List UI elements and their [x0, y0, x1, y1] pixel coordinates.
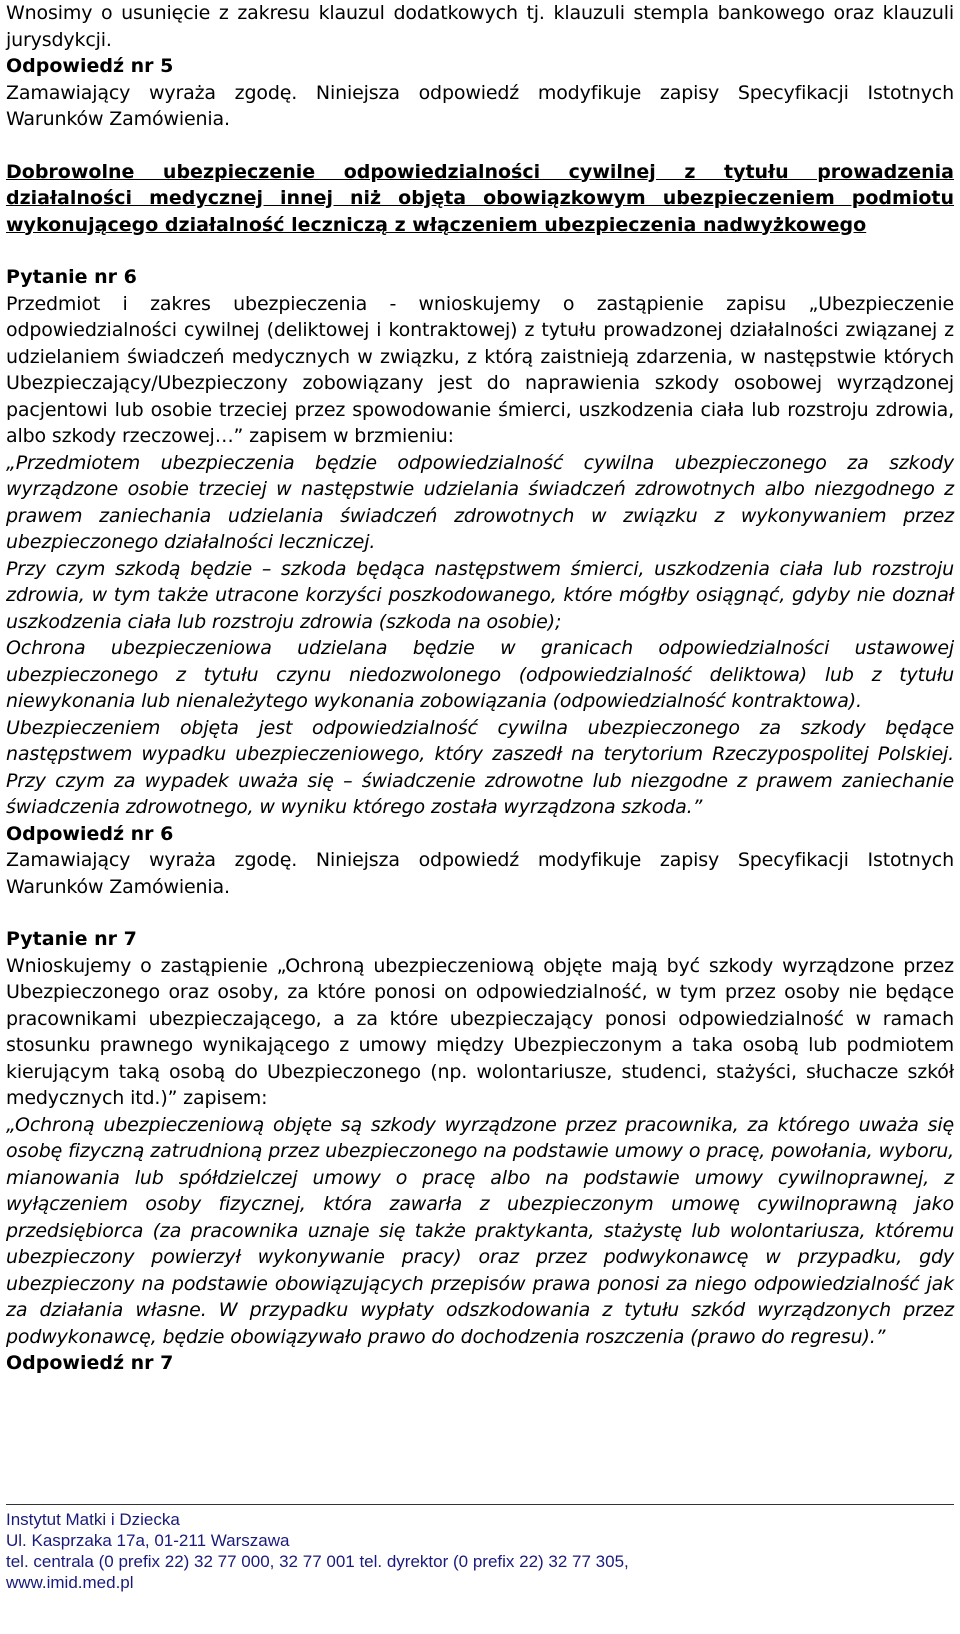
question-6-quote-3: Ochrona ubezpieczeniowa udzielana będzie w granicach odpowiedzialności ustawowej ubezpieczonego z tytułu czynu niedozwolonego (odpowiedzialność deliktowa) lub z tytułu niewykonania lub nienależytego wykonania zobowiązania (odpowiedzialność kontraktowa). [6, 637, 954, 712]
footer-address: Ul. Kasprzaka 17a, 01-211 Warszawa [6, 1531, 290, 1550]
question-6-heading: Pytanie nr 6 [6, 266, 137, 288]
page-footer [6, 1504, 954, 1593]
question-6-text: Przedmiot i zakres ubezpieczenia - wnioskujemy o zastąpienie zapisu „Ubezpieczenie odpowiedzialności cywilnej (deliktowej i kontraktowej) z tytułu prowadzonej działalności związanej z udzielaniem świadczeń medycznych w związku, z którą zaistnieją zdarzenia, w następstwie których Ubezpieczający/Ubezpieczony zobowiązany jest do naprawienia szkody osobowej wyrządzonej pacjentowi lub osobie trzeciej przez spowodowanie śmierci, uszkodzenia ciała lub rozstroju zdrowia, albo szkody rzeczowej…” zapisem w brzmieniu: [6, 292, 954, 447]
answer-7-heading: Odpowiedź nr 7 [6, 1352, 174, 1374]
intro-paragraph: Wnosimy o usunięcie z zakresu klauzul dodatkowych tj. klauzuli stempla bankowego oraz klauzuli jurysdykcji. [6, 2, 954, 51]
question-7-text: Wnioskujemy o zastąpienie „Ochroną ubezpieczeniową objęte mają być szkody wyrządzone przez Ubezpieczonego oraz osoby, za które ponosi on odpowiedzialność, w tym przez osoby nie będące pracownikami ubezpieczającego, a za które ubezpieczający ponosi odpowiedzialność w ramach stosunku prawnego wynikającego z umowy między Ubezpieczonym a taka osobą lub podmiotem kierującym taką osobą do Ubezpieczonego (np. wolontariusze, studenci, stażyści, słuchacze szkół medycznych itd.)” zapisem: [6, 954, 954, 1109]
spacer [6, 133, 954, 159]
answer-6-heading: Odpowiedź nr 6 [6, 822, 174, 845]
answer-5-text: Zamawiający wyraża zgodę. Niniejsza odpowiedź modyfikuje zapisy Specyfikacji Istotnych Warunków Zamówienia. [6, 81, 954, 130]
spacer [6, 900, 954, 926]
question-6-quote-2: Przy czym szkodą będzie – szkoda będąca następstwem śmierci, uszkodzenia ciała lub rozstroju zdrowia, w tym także utracone korzyści poszkodowanego, które mógłby osiągnąć, gdyby nie doznał uszkodzenia ciała lub rozstroju zdrowia (szkoda na osobie); [6, 557, 954, 633]
document-page [6, 0, 954, 1377]
spacer [6, 238, 954, 264]
question-6-quote-1: „Przedmiotem ubezpieczenia będzie odpowiedzialność cywilna ubezpieczonego za szkody wyrządzone osobie trzeciej w następstwie udzielania świadczeń zdrowotnych albo niezgodnego z prawem zaniechania udzielania świadczeń zdrowotnych w związku z wykonywaniem przez ubezpieczonego działalności leczniczej. [6, 451, 954, 553]
question-7-quote: „Ochroną ubezpieczeniową objęte są szkody wyrządzone przez pracownika, za którego uważa się osobę fizyczną zatrudnioną przez ubezpieczonego na podstawie umowy o pracę, powołania, wyboru, mianowania lub spółdzielczej umowy o pracę albo na podstawie umowy cywilnoprawnej, z wyłączeniem osoby fizycznej, która zawarła z ubezpieczonym umowę cywilnoprawną jako przedsiębiorca (za pracownika uznaje się także praktykanta, stażystę lub wolontariusza, któremu ubezpieczony powierzył wykonywanie pracy) oraz przez podwykonawcę w przypadku, gdy ubezpieczony na podstawie obowiązujących przepisów prawa ponosi za niego odpowiedzialność jak za działania własne. W przypadku wypłaty odszkodowania z tytułu szkód wyrządzonych przez podwykonawcę, będzie obowiązywało prawo do dochodzenia roszczenia (prawo do regresu).” [6, 1113, 954, 1348]
question-6-quote-4: Ubezpieczeniem objęta jest odpowiedzialność cywilna ubezpieczonego za szkody będące następstwem wypadku ubezpieczeniowego, który zaszedł na terytorium Rzeczypospolitej Polskiej. Przy czym za wypadek uważa się – świadczenie zdrowotne lub niezgodne z prawem zaniechanie świadczenia zdrowotnego, w wyniku którego została wyrządzona szkoda.” [6, 716, 954, 818]
answer-5-heading: Odpowiedź nr 5 [6, 55, 174, 77]
question-7-heading: Pytanie nr 7 [6, 928, 137, 950]
answer-6-text: Zamawiający wyraża zgodę. Niniejsza odpowiedź modyfikuje zapisy Specyfikacji Istotnych Warunków Zamówienia. [6, 849, 954, 898]
footer-website: www.imid.med.pl [6, 1573, 134, 1592]
footer-institution: Instytut Matki i Dziecka [6, 1510, 180, 1529]
footer-phones: tel. centrala (0 prefix 22) 32 77 000, 32 77 001 tel. dyrektor (0 prefix 22) 32 77 305, [6, 1552, 629, 1571]
section-title: Dobrowolne ubezpieczenie odpowiedzialności cywilnej z tytułu prowadzenia działalności medycznej innej niż objęta obowiązkowym ubezpieczeniem podmiotu wykonującego działalność leczniczą z włączeniem ubezpieczenia nadwyżkowego [6, 160, 954, 236]
